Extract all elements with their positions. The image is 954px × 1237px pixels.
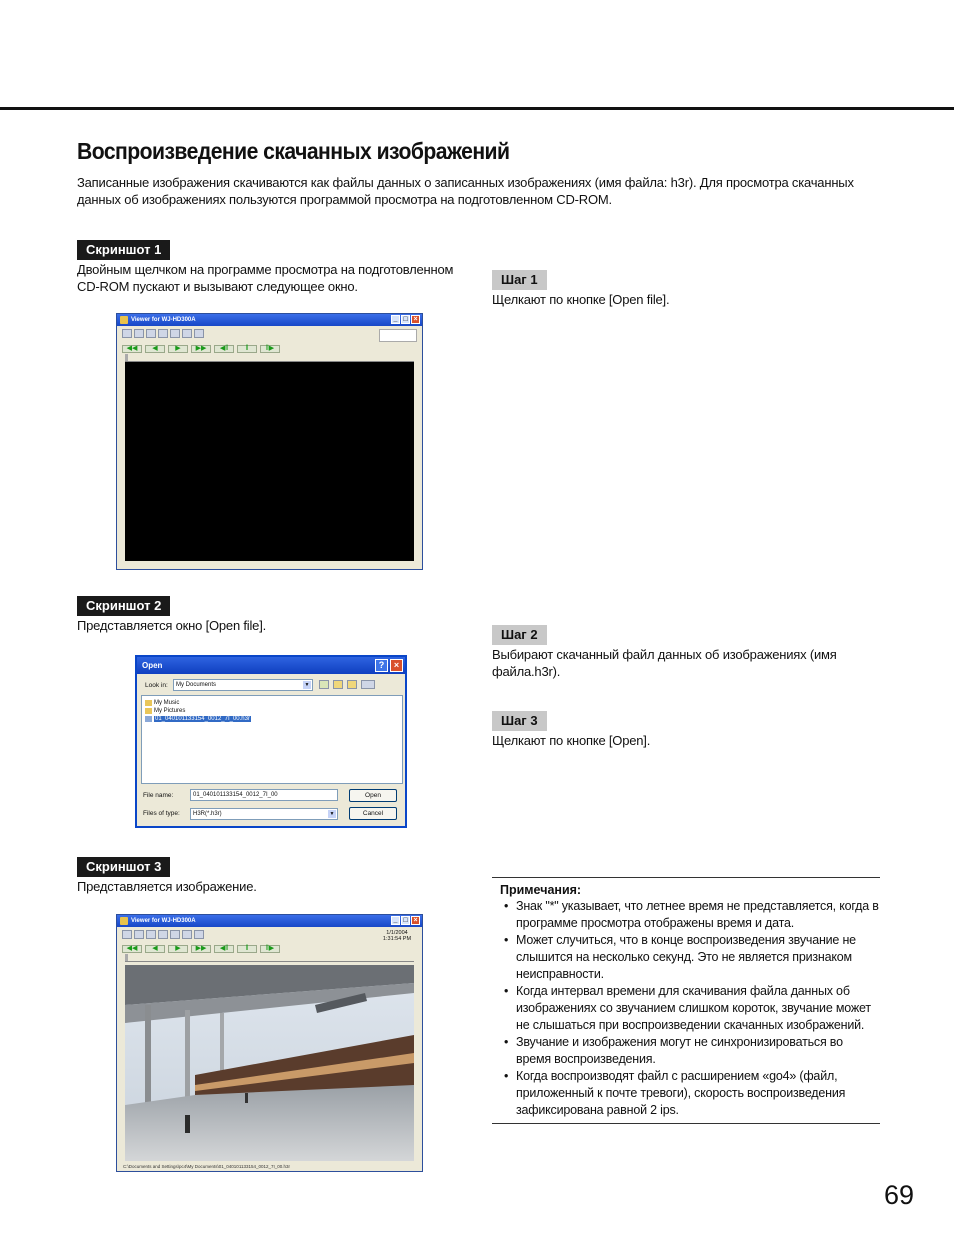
notes-heading: Примечания: <box>500 883 582 897</box>
frame-forward-icon[interactable]: ‖▶ <box>260 945 280 953</box>
list-item-selected[interactable]: 01_040101133154_0012_7I_00.h3r <box>142 715 402 723</box>
look-in-select[interactable] <box>173 679 313 691</box>
note-item: • Когда воспроизводят файл с расширением «go4» (файл, приложенный к почте тревоги), скорость воспроизведения зафиксирована равной 2 ips. <box>492 1068 880 1119</box>
step-1-text: Щелкают по кнопке [Open file]. <box>492 292 670 307</box>
folder-icon <box>145 700 152 706</box>
datetime-box <box>379 329 417 342</box>
frame-forward-icon[interactable]: ‖▶ <box>260 345 280 353</box>
chevron-down-icon: ▼ <box>304 682 310 688</box>
save-icon[interactable] <box>134 930 144 939</box>
note-item: • Звучание и изображения могут не синхронизироваться во время воспроизведения. <box>492 1034 880 1068</box>
note-item: • Может случиться, что в конце воспроизведения звучание не слышится на несколько секунд. Это не является признаком неисправности. <box>492 932 880 983</box>
pause-icon[interactable]: ‖ <box>237 345 257 353</box>
viewer-window-playing <box>116 914 423 1172</box>
page-number: 69 <box>884 1180 915 1210</box>
forward-fast-icon[interactable]: ▶▶ <box>191 945 211 953</box>
step-3-label: Шаг 3 <box>492 711 547 731</box>
play-icon[interactable]: ▶ <box>168 345 188 353</box>
file-icon <box>145 716 152 722</box>
new-folder-icon[interactable] <box>347 680 357 689</box>
stop-icon[interactable] <box>194 930 204 939</box>
notes-box <box>492 877 880 1124</box>
video-display <box>125 362 414 561</box>
back-icon[interactable] <box>182 930 192 939</box>
playback-controls <box>117 945 422 953</box>
viewer-toolbar <box>117 326 422 345</box>
zoom-in-icon[interactable] <box>158 329 168 338</box>
top-rule <box>0 107 954 110</box>
zoom-in-icon[interactable] <box>158 930 168 939</box>
viewer-titlebar <box>117 915 422 927</box>
step-3-text: Щелкают по кнопке [Open]. <box>492 733 651 748</box>
play-icon[interactable]: ▶ <box>168 945 188 953</box>
minimize-button[interactable]: _ <box>391 916 400 925</box>
screenshot-2-text: Представляется окно [Open file]. <box>77 618 267 633</box>
screenshot-3-text: Представляется изображение. <box>77 879 257 894</box>
file-name-label: File name: <box>143 792 174 799</box>
close-button[interactable]: × <box>411 315 420 324</box>
help-button[interactable]: ? <box>375 659 388 672</box>
rewind-fast-icon[interactable]: ◀◀ <box>122 945 142 953</box>
intro-paragraph: Записанные изображения скачиваются как файлы данных о записанных изображениях (имя файла: h3r). Для просмотра скачанных данных об изображениях пользуются программой просмотра на подготовленном CD-ROM. <box>77 175 854 207</box>
files-of-type-label: Files of type: <box>143 810 180 817</box>
station-platform-image <box>125 965 414 1161</box>
open-file-icon[interactable] <box>122 329 132 338</box>
app-icon <box>120 917 128 925</box>
print-icon[interactable] <box>146 329 156 338</box>
maximize-button[interactable]: □ <box>401 916 410 925</box>
file-list[interactable] <box>141 695 403 784</box>
zoom-out-icon[interactable] <box>170 930 180 939</box>
zoom-out-icon[interactable] <box>170 329 180 338</box>
note-item: • Когда интервал времени для скачивания файла данных об изображениях со звучанием слишком короток, звучание может не слышаться при воспроизведении скачанных изображений. <box>492 983 880 1034</box>
list-item[interactable]: My Pictures <box>142 707 402 715</box>
open-button[interactable]: Open <box>349 789 397 802</box>
back-icon[interactable] <box>319 680 329 689</box>
app-icon <box>120 316 128 324</box>
screenshot-3-label: Скриншот 3 <box>77 857 170 877</box>
open-dialog-title: Open <box>142 661 163 670</box>
viewer-window-empty <box>116 313 423 570</box>
viewer-date: 1/1/2004 <box>386 930 408 936</box>
file-name-input[interactable]: 01_040101133154_0012_7I_00 <box>190 789 338 801</box>
open-dialog-titlebar <box>137 657 405 674</box>
viewer-title: Viewer for WJ-HD300A <box>131 317 196 323</box>
screenshot-2-label: Скриншот 2 <box>77 596 170 616</box>
step-2-text: Выбирают скачанный файл данных об изображениях (имя файла.h3r). <box>492 647 837 679</box>
viewer-toolbar <box>117 927 422 945</box>
page-title: Воспроизведение скачанных изображений <box>77 138 510 164</box>
step-1-label: Шаг 1 <box>492 270 547 290</box>
cancel-button[interactable]: Cancel <box>349 807 397 820</box>
dialog-close-button[interactable]: × <box>390 659 403 672</box>
save-icon[interactable] <box>134 329 144 338</box>
frame-back-icon[interactable]: ◀‖ <box>214 945 234 953</box>
dialog-toolbar <box>319 680 375 689</box>
print-icon[interactable] <box>146 930 156 939</box>
look-in-value: My Documents <box>176 682 217 688</box>
note-item: • Знак "*" указывает, что летнее время не представляется, когда в программе просмотра отображены время и дата. <box>492 898 880 932</box>
status-bar: C:\Documents and Settings\pc4\My Documents\01_040101133154_0012_7I_00.h3r <box>123 1164 291 1169</box>
files-of-type-value: H3R(*.h3r) <box>193 811 222 817</box>
reverse-play-icon[interactable]: ◀ <box>145 945 165 953</box>
stop-icon[interactable] <box>194 329 204 338</box>
viewer-time: 1:31:54 PM <box>382 936 412 942</box>
open-file-icon[interactable] <box>122 930 132 939</box>
maximize-button[interactable]: □ <box>401 315 410 324</box>
forward-fast-icon[interactable]: ▶▶ <box>191 345 211 353</box>
pause-icon[interactable]: ‖ <box>237 945 257 953</box>
step-2-label: Шаг 2 <box>492 625 547 645</box>
up-folder-icon[interactable] <box>333 680 343 689</box>
frame-back-icon[interactable]: ◀‖ <box>214 345 234 353</box>
minimize-button[interactable]: _ <box>391 315 400 324</box>
notes-list <box>492 898 880 1119</box>
back-icon[interactable] <box>182 329 192 338</box>
list-item[interactable]: My Music <box>142 699 402 707</box>
screenshot-1-label: Скриншот 1 <box>77 240 170 260</box>
close-button[interactable]: × <box>411 916 420 925</box>
platform-photo <box>125 965 414 1161</box>
position-slider[interactable] <box>125 956 414 962</box>
chevron-down-icon: ▼ <box>329 811 335 817</box>
viewer-titlebar <box>117 314 422 326</box>
look-in-label: Look in: <box>145 682 168 689</box>
folder-icon <box>145 708 152 714</box>
datetime-box <box>377 930 417 942</box>
reverse-play-icon[interactable]: ◀ <box>145 345 165 353</box>
open-file-dialog <box>135 655 407 828</box>
viewer-title: Viewer for WJ-HD300A <box>131 918 196 924</box>
view-menu-icon[interactable] <box>361 680 375 689</box>
screenshot-1-text: Двойным щелчком на программе просмотра на подготовленном CD-ROM пускают и вызывают следующее окно. <box>77 262 454 294</box>
playback-controls <box>117 345 422 353</box>
files-of-type-select[interactable] <box>190 808 338 820</box>
rewind-fast-icon[interactable]: ◀◀ <box>122 345 142 353</box>
